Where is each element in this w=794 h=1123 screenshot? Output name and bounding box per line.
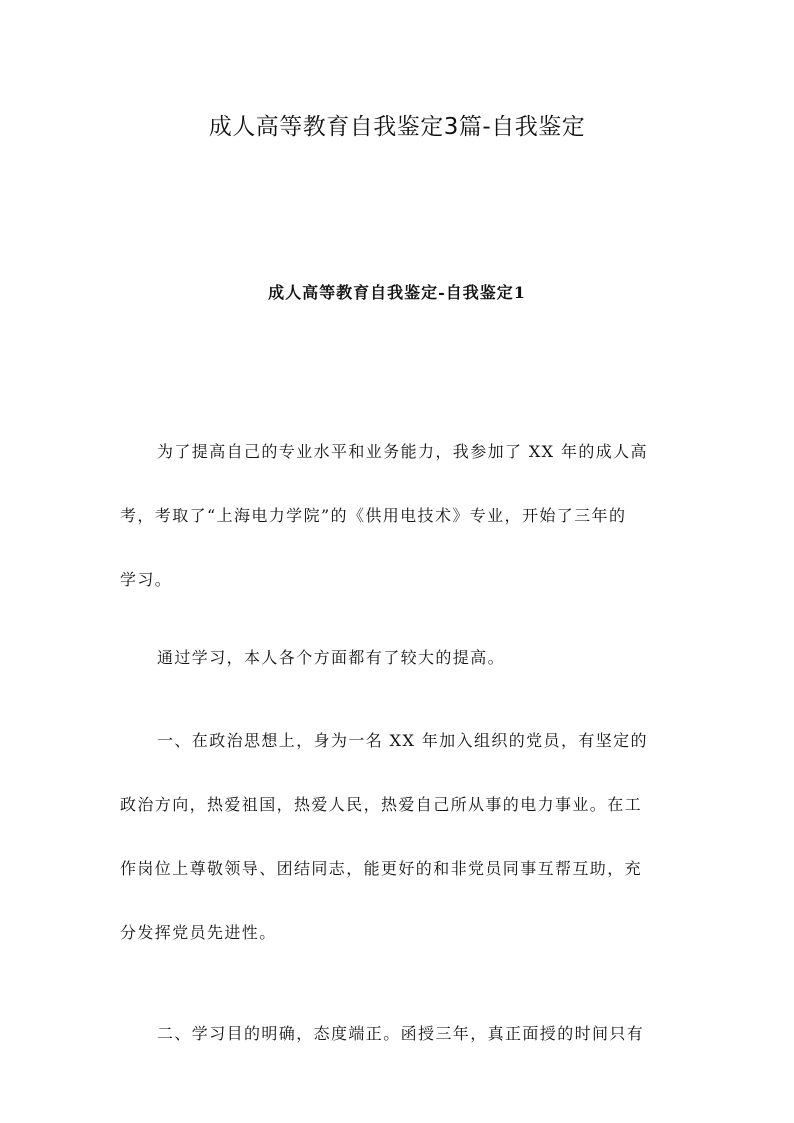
paragraph-line: 一、在政治思想上，身为一名 XX 年加入组织的党员，有坚定的 (157, 731, 648, 750)
paragraph-line: 作岗位上尊敬领导、团结同志，能更好的和非党员同事互帮互助，充 (120, 859, 643, 878)
paragraph-3 (120, 709, 680, 965)
paragraph-line: 为了提高自己的专业水平和业务能力，我参加了 XX 年的成人高 (157, 442, 648, 461)
paragraph-line: 二、学习目的明确，态度端正。函授三年，真正面授的时间只有 (157, 1024, 645, 1043)
paragraph-line: 政治方向，热爱祖国，热爱人民，热爱自己所从事的电力事业。在工 (120, 795, 643, 814)
paragraph-line: 考，考取了“上海电力学院”的《供用电技术》专业，开始了三年的 (120, 506, 627, 525)
paragraph-line: 分发挥党员先进性。 (120, 923, 277, 942)
document-title: 成人高等教育自我鉴定3篇-自我鉴定 (208, 114, 586, 140)
paragraph-line: 通过学习，本人各个方面都有了较大的提高。 (157, 648, 506, 667)
section-title: 成人高等教育自我鉴定-自我鉴定1 (268, 283, 526, 302)
paragraph-line: 学习。 (120, 570, 173, 589)
paragraph-4 (120, 1002, 680, 1066)
paragraph-1 (120, 420, 680, 612)
paragraph-2 (120, 626, 680, 690)
